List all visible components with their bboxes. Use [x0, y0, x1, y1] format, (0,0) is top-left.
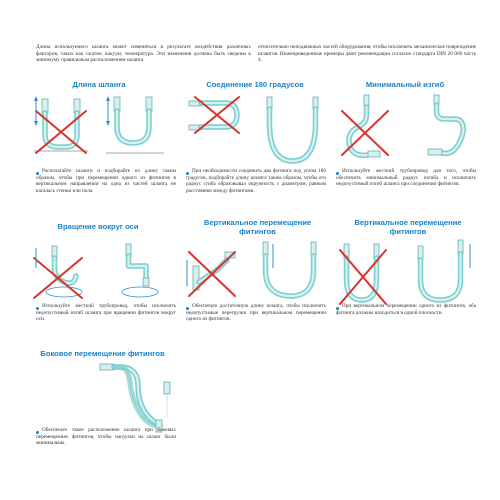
caption-minimal-bend: Используйте жесткий трубопровод для того, чтобы обеспечить минимальный радиус изгиба и исключить недопустимый изгиб шланга при соединении фитингов. — [336, 168, 476, 187]
section-title-180-connection: Соединение 180 градусов — [206, 80, 304, 89]
axis-rotation-diagram — [30, 238, 180, 308]
vertical-movement-diagram-1 — [183, 240, 333, 310]
hose-length-diagram — [30, 93, 180, 163]
lateral-movement-diagram — [90, 362, 190, 432]
caption-180-connection: При необходимости соединить два фитинга под углом 180 градусов, подбирайте длину шланга таким образом, чтобы его радиус сгиба образовывал окружность с диаметром, равным расстоянию между фитингами. — [186, 168, 326, 194]
section-title-vertical-movement-1: Вертикальное перемещение фитингов — [203, 218, 312, 236]
section-title-minimal-bend: Минимальный изгиб — [365, 80, 445, 89]
connection-180-diagram — [185, 93, 335, 168]
intro-text-left: Длина используемого шланга может изменяться в результате воздействия различных факторов, таких как сжатие, вакуум, температура. Эти изменения должны быть сведены к минимуму правильным расположением шланга — [36, 44, 251, 64]
intro-text-right: относительно неподвижных частей оборудования, чтобы исключить механическое повреждение шлангов. Нижеприведенные примеры дают рекомендации согласно стандарта DIN 20 066 часть 4. — [258, 44, 476, 64]
caption-lateral-movement: Обеспечьте такое расположение шланга при боковых перемещениях фитингов, чтобы нагрузки на шланг были минимальны. — [36, 427, 176, 446]
section-title-vertical-movement-2: Вертикальное перемещение фитингов — [354, 218, 462, 236]
caption-axis-rotation: Используйте жесткий трубопровод, чтобы исключить недопустимый изгиб шланга при вращении фитингов вокруг оси. — [36, 303, 176, 322]
vertical-movement-diagram-2 — [338, 240, 488, 310]
caption-vertical-movement-1: Обеспечьте достаточную длину шланга, чтобы исключить недопустимые перегрузки при вертикальном перемещении одного из фитингов. — [186, 303, 326, 322]
section-title-lateral-movement: Боковое перемещение фитингов — [40, 349, 165, 358]
caption-hose-length: Располагайте шланги и подбирайте их длину таким образом, чтобы при перемещении одного из фитингов в вертикальном направлении на одна из частей шланга не касалась стенки или пола. — [36, 168, 176, 194]
caption-vertical-movement-2: При вертикальном перемещении одного из фитингов, оба фитинга должны находиться в одной плоскости. — [336, 303, 476, 316]
minimal-bend-diagram — [338, 93, 488, 168]
section-title-axis-rotation: Вращение вокруг оси — [57, 222, 139, 231]
section-title-hose-length: Длина шланга — [72, 80, 126, 89]
